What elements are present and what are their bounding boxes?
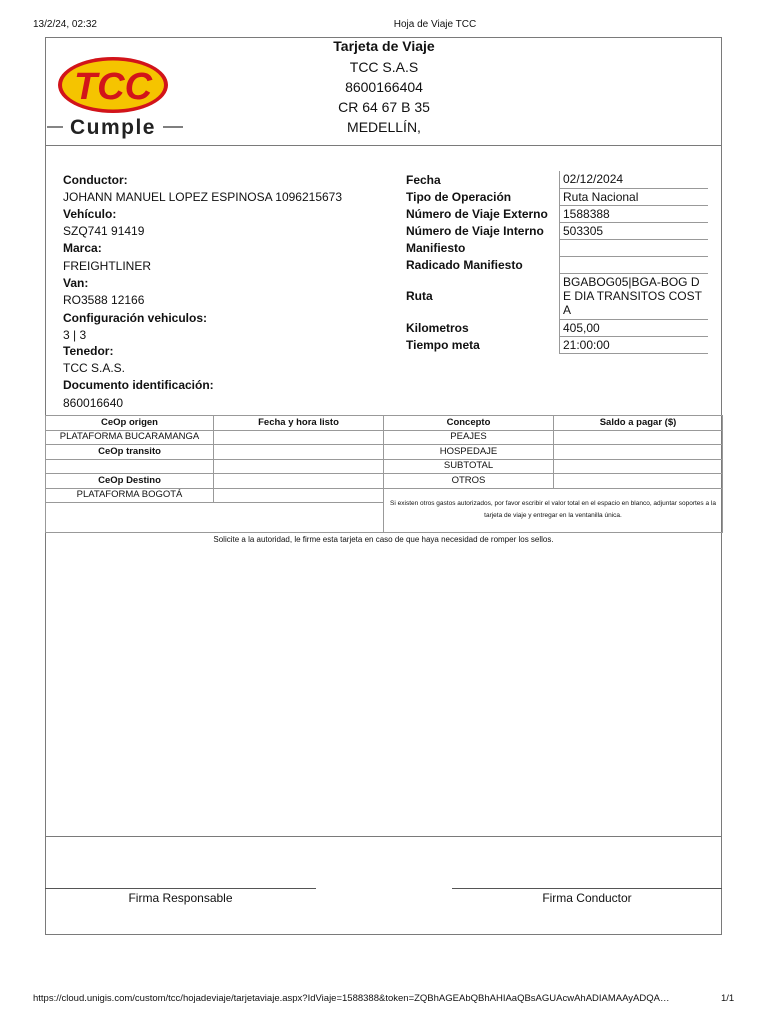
detail-value: 1588388 (560, 205, 709, 222)
col-header-concept: Concepto (384, 416, 554, 431)
ceop-concepts-table (45, 415, 723, 533)
detail-label: Tiempo meta (406, 337, 480, 352)
transit-value (46, 459, 214, 474)
detail-value: 02/12/2024 (560, 171, 709, 188)
config-value: 3 | 3 (63, 328, 87, 342)
origin-value: PLATAFORMA BUCARAMANGA (46, 430, 214, 445)
concept-lodging: HOSPEDAJE (384, 445, 554, 460)
table-row (46, 474, 723, 489)
transit-label: CeOp transito (46, 445, 214, 460)
ready-time-cell (214, 459, 384, 474)
logo-brand-text: TCC (73, 66, 153, 108)
header-divider (45, 145, 722, 146)
vehicle-label: Vehículo: (63, 207, 117, 221)
driver-value: JOHANN MANUEL LOPEZ ESPINOSA 1096215673 (63, 190, 343, 204)
table-row (46, 459, 723, 474)
table-row (46, 488, 723, 503)
detail-label: Manifiesto (406, 240, 466, 255)
signature-responsible-label: Firma Responsable (128, 891, 233, 905)
holder-label: Tenedor: (63, 344, 114, 358)
print-page-number: 1/1 (721, 993, 735, 1004)
signature-line-driver (452, 888, 722, 889)
other-expenses-note: Si existen otros gastos autorizados, por favor escribir el valor total en el espacio en blanco, adjuntar soportes a la tarjeta de viaje y entregar en la ventanilla única. (384, 488, 723, 533)
balance-cell (554, 430, 723, 445)
detail-value: 503305 (560, 222, 709, 239)
destination-label: CeOp Destino (46, 474, 214, 489)
ready-time-cell (214, 474, 384, 489)
detail-value: 21:00:00 (560, 336, 709, 353)
destination-value: PLATAFORMA BOGOTÁ (46, 488, 214, 503)
detail-value: Ruta Nacional (560, 188, 709, 205)
print-datetime: 13/2/24, 02:32 (33, 19, 97, 30)
balance-cell (554, 445, 723, 460)
detail-label: Kilometros (406, 320, 469, 335)
brand-label: Marca: (63, 241, 102, 255)
detail-label: Fecha (406, 172, 441, 187)
signature-driver-label: Firma Conductor (542, 891, 632, 905)
detail-row (403, 188, 708, 205)
company-address: CR 64 67 B 35 (338, 99, 430, 115)
signature-line-responsible (45, 888, 316, 889)
detail-row (403, 205, 708, 222)
vehicle-value: SZQ741 91419 (63, 224, 145, 238)
detail-value: 405,00 (560, 319, 709, 336)
detail-label: Radicado Manifiesto (406, 257, 523, 272)
company-city: MEDELLÍN, (347, 119, 421, 135)
detail-label: Ruta (406, 289, 433, 303)
detail-value (560, 256, 709, 273)
detail-value: BGABOG05|BGA-BOG DE DIA TRANSITOS COSTA (560, 273, 709, 319)
ready-time-cell (214, 430, 384, 445)
concept-subtotal: SUBTOTAL (384, 459, 554, 474)
concept-tolls: PEAJES (384, 430, 554, 445)
id-doc-label: Documento identificación: (63, 378, 214, 392)
print-page-title: Hoja de Viaje TCC (393, 19, 477, 30)
balance-cell (554, 459, 723, 474)
detail-row (403, 319, 708, 336)
detail-label: Número de Viaje Externo (406, 206, 548, 221)
table-row (46, 445, 723, 460)
concept-others: OTROS (384, 474, 554, 489)
config-label: Configuración vehiculos: (63, 311, 208, 325)
detail-row (403, 256, 708, 273)
company-nit: 8600166404 (345, 79, 423, 95)
table-header-row (46, 416, 723, 431)
ready-time-cell (214, 445, 384, 460)
detail-row (403, 273, 708, 319)
holder-value: TCC S.A.S. (63, 361, 126, 375)
driver-label: Conductor: (63, 173, 128, 187)
detail-row (403, 171, 708, 188)
col-header-ready-time: Fecha y hora listo (214, 416, 384, 431)
card-title: Tarjeta de Viaje (333, 38, 435, 54)
ready-time-cell (214, 488, 384, 503)
signature-divider (45, 836, 722, 837)
trip-details-table (403, 171, 708, 354)
company-name: TCC S.A.S (349, 59, 419, 75)
van-label: Van: (63, 276, 89, 290)
detail-row (403, 222, 708, 239)
col-header-balance: Saldo a pagar ($) (554, 416, 723, 431)
detail-row (403, 336, 708, 353)
print-url: https://cloud.unigis.com/custom/tcc/hojadeviaje/tarjetaviaje.aspx?IdViaje=1588388&token=ZQBhAGEAbQBhAHIAaQBsAGUAcwAhADIAMAAyADQA… (33, 993, 670, 1004)
van-value: RO3588 12166 (63, 293, 145, 307)
detail-label: Número de Viaje Interno (406, 223, 544, 238)
id-doc-value: 860016640 (63, 396, 124, 410)
balance-cell (554, 474, 723, 489)
col-header-origin: CeOp origen (46, 416, 214, 431)
seal-note: Solicite a la autoridad, le firme esta tarjeta en caso de que haya necesidad de romper los sellos. (213, 535, 554, 544)
detail-row (403, 239, 708, 256)
logo-tagline: Cumple (69, 116, 157, 139)
table-row (46, 430, 723, 445)
detail-label: Tipo de Operación (406, 189, 512, 204)
brand-value: FREIGHTLINER (63, 259, 152, 273)
detail-value (560, 239, 709, 256)
blank-cell (46, 503, 384, 533)
